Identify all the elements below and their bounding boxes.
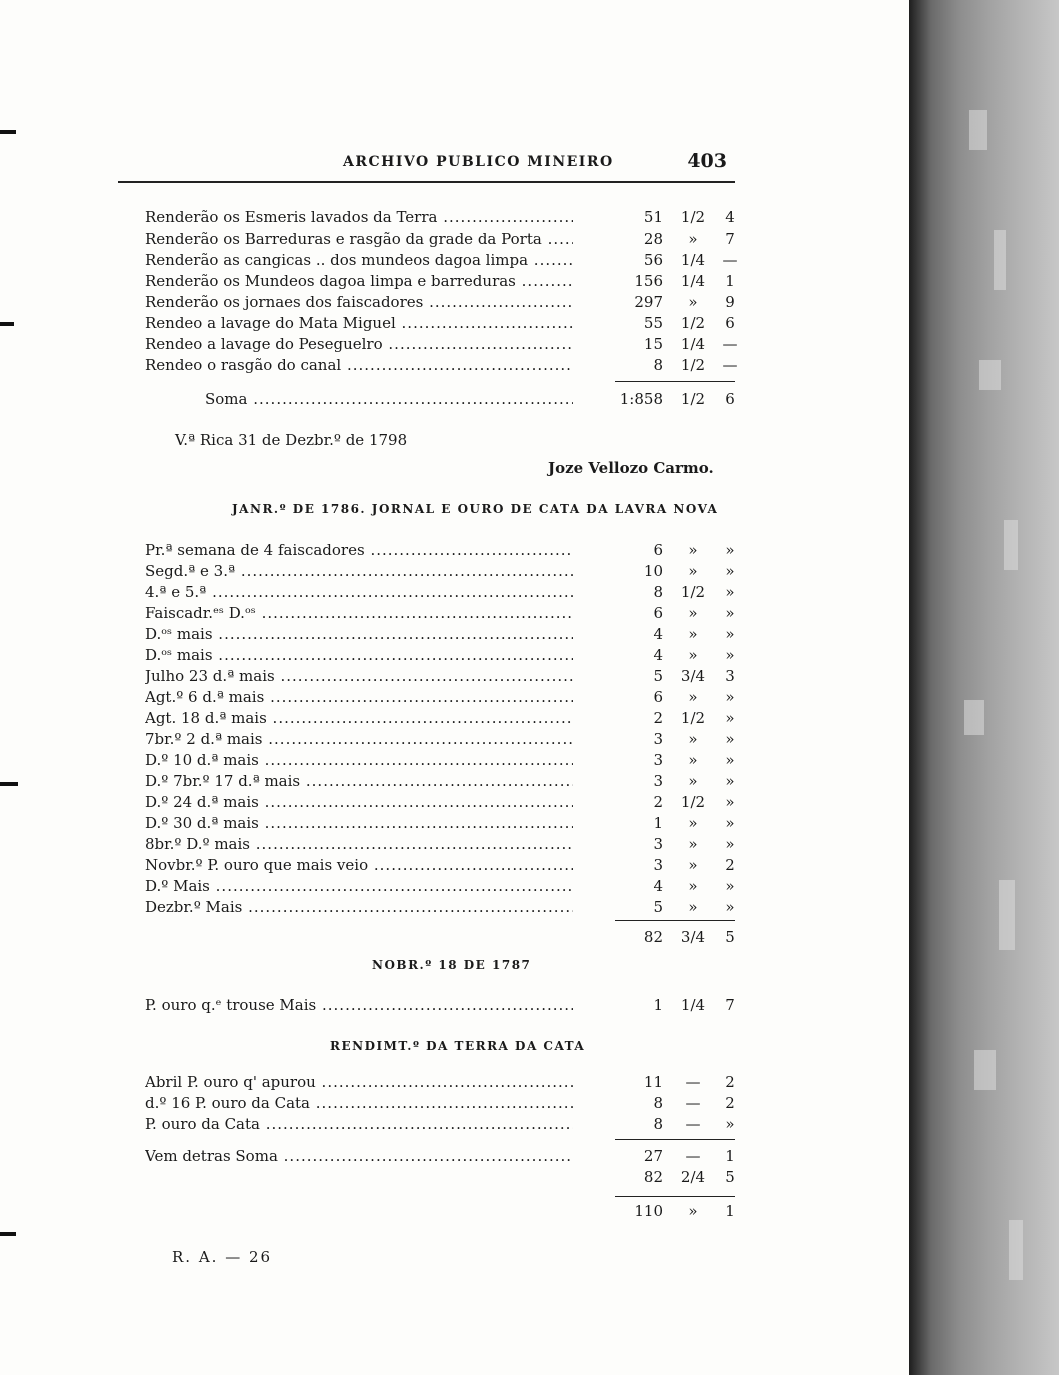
binding-mark [0,782,18,786]
row-value-3: » [725,877,735,895]
table-row [145,729,740,750]
row-value-3: 7 [725,996,735,1014]
row-label: D.ᵒˢ mais ..... [145,645,573,666]
final-total-row [145,1201,740,1222]
row-value-2: 3/4 [680,667,706,685]
row-value-1: 5 [653,898,663,916]
row-label: 4.ª e 5.ª ..... [145,582,573,603]
table-row [145,250,740,271]
table-row [145,1093,740,1114]
total-value-2: » [688,1202,698,1220]
row-value-3: 3 [725,667,735,685]
row-value-3: 4 [725,208,735,226]
signature: Joze Vellozo Carmo. [548,459,714,477]
row-label: D.º 24 d.ª mais ..... [145,792,573,813]
footer-signature-mark: R. A. — 26 [172,1248,273,1266]
row-value-3: » [725,814,735,832]
date-line: V.ª Rica 31 de Dezbr.º de 1798 [175,431,408,449]
row-value-2: » [688,751,698,769]
scan-page-edge [909,0,1059,1375]
total-value-3: 1 [725,1202,735,1220]
table-row [145,876,740,897]
row-label: Renderão os jornaes dos faiscadores ..... [145,292,573,313]
row-label: Faiscadr.ᵉˢ D.ᵒˢ ..... [145,603,573,624]
row-value-3: » [725,625,735,643]
row-value-1: 28 [643,230,663,248]
table-row [145,708,740,729]
row-label: 7br.º 2 d.ª mais ..... [145,729,573,750]
row-value-2: — [685,1073,701,1091]
row-value-2: 1/2 [680,583,706,601]
total-value-1: 110 [634,1202,663,1220]
row-value-2: » [688,730,698,748]
sum-rule [615,1196,735,1197]
row-label: D.º 30 d.ª mais ..... [145,813,573,834]
row-value-2: 1/2 [680,793,706,811]
row-value-3: » [725,772,735,790]
row-value-2: » [688,856,698,874]
row-value-3: — [722,356,738,374]
row-value-1: 6 [653,604,663,622]
row-value-2: » [688,646,698,664]
row-value-3: » [725,751,735,769]
row-label: P. ouro q.ᵉ trouse Mais ..... [145,995,573,1016]
row-value-2: 1/2 [680,314,706,332]
row-value-2: 2/4 [680,1168,706,1186]
row-value-2: » [688,877,698,895]
row-label: Rendeo o rasgão do canal ..... [145,355,573,376]
soma-row [205,389,740,410]
soma-value-2: 1/2 [680,390,706,408]
row-label: Novbr.º P. ouro que mais veio ..... [145,855,573,876]
row-label: Rendeo a lavage do Mata Miguel ..... [145,313,573,334]
total-value-3: 5 [725,928,735,946]
row-value-2: 1/4 [680,996,706,1014]
row-value-1: 3 [653,835,663,853]
row-value-1: 11 [643,1073,663,1091]
row-label: Vem detras Soma ..... [145,1146,573,1167]
row-value-2: » [688,541,698,559]
table-row [145,750,740,771]
row-label: Agt. 18 d.ª mais ..... [145,708,573,729]
row-value-3: » [725,541,735,559]
table-row [145,1072,740,1093]
row-label: Dezbr.º Mais ..... [145,897,573,918]
row-value-2: » [688,688,698,706]
row-value-2: 1/4 [680,272,706,290]
table-row [145,687,740,708]
row-value-2: — [685,1115,701,1133]
table-row [145,855,740,876]
row-value-3: 7 [725,230,735,248]
row-label: Pr.ª semana de 4 faiscadores ..... [145,540,573,561]
row-value-2: » [688,772,698,790]
row-value-3: 2 [725,856,735,874]
row-value-2: » [688,625,698,643]
table-row [145,229,740,250]
total-row [145,927,740,948]
table-row [145,561,740,582]
row-value-3: » [725,835,735,853]
row-value-1: 3 [653,772,663,790]
row-value-1: 1 [653,814,663,832]
row-label: Julho 23 d.ª mais ..... [145,666,573,687]
table-row [145,313,740,334]
section-heading: JANR.º DE 1786. JORNAL E OURO DE CATA DA LAVRA NOVA [232,502,719,516]
section-heading: RENDIMT.º DA TERRA DA CATA [330,1039,586,1053]
row-value-3: 6 [725,314,735,332]
header-rule [118,181,735,183]
table-row [145,624,740,645]
row-label: Renderão as cangicas .. dos mundeos dagoa limpa ..... [145,250,573,271]
sum-rule [615,381,735,382]
row-label: d.º 16 P. ouro da Cata ..... [145,1093,573,1114]
row-value-2: » [688,230,698,248]
vem-detras-row [145,1146,740,1167]
row-value-2: » [688,835,698,853]
row-value-1: 8 [653,356,663,374]
row-value-1: 3 [653,730,663,748]
row-value-3: » [725,730,735,748]
row-value-3: » [725,562,735,580]
row-value-2: — [685,1147,701,1165]
row-value-3: — [722,251,738,269]
row-value-1: 6 [653,688,663,706]
row-value-1: 82 [643,1168,663,1186]
table-row [145,334,740,355]
row-label: Renderão os Mundeos dagoa limpa e barreduras ..... [145,271,573,292]
row-value-2: 1/2 [680,356,706,374]
row-value-2: — [685,1094,701,1112]
table-row [145,897,740,918]
row-value-2: 1/2 [680,709,706,727]
table-row [145,292,740,313]
row-value-1: 3 [653,856,663,874]
row-label: Renderão os Esmeris lavados da Terra ..... [145,207,573,228]
row-value-1: 156 [634,272,663,290]
row-value-1: 27 [643,1147,663,1165]
row-value-2: » [688,814,698,832]
table-row [145,792,740,813]
row-value-1: 8 [653,1094,663,1112]
table-row [145,834,740,855]
carried-row [145,1167,740,1188]
table-row [145,645,740,666]
page-number: 403 [687,150,727,172]
sum-rule [615,920,735,921]
row-label: Renderão os Barreduras e rasgão da grade da Porta ..... [145,229,573,250]
row-label: Segd.ª e 3.ª ..... [145,561,573,582]
row-value-2: » [688,293,698,311]
row-value-1: 1 [653,996,663,1014]
total-value-2: 3/4 [680,928,706,946]
row-value-2: » [688,562,698,580]
running-title: ARCHIVO PUBLICO MINEIRO [343,154,614,170]
row-value-3: 2 [725,1094,735,1112]
row-label: D.ᵒˢ mais ..... [145,624,573,645]
row-value-3: » [725,898,735,916]
row-label: Rendeo a lavage do Peseguelro ..... [145,334,573,355]
row-label: Agt.º 6 d.ª mais ..... [145,687,573,708]
row-value-3: » [725,1115,735,1133]
binding-mark [0,322,14,326]
row-value-3: 1 [725,272,735,290]
row-value-1: 4 [653,625,663,643]
row-label: D.º 10 d.ª mais ..... [145,750,573,771]
row-value-1: 4 [653,646,663,664]
row-value-3: » [725,604,735,622]
row-value-1: 3 [653,751,663,769]
row-value-1: 297 [634,293,663,311]
table-row [145,207,740,228]
row-value-1: 5 [653,667,663,685]
row-value-1: 2 [653,709,663,727]
row-value-1: 15 [643,335,663,353]
row-value-3: » [725,688,735,706]
table-row [145,995,740,1016]
row-value-1: 51 [643,208,663,226]
row-label: D.º 7br.º 17 d.ª mais ..... [145,771,573,792]
row-value-3: — [722,335,738,353]
row-value-3: 5 [725,1168,735,1186]
row-value-1: 56 [643,251,663,269]
table-row [145,582,740,603]
row-value-3: » [725,646,735,664]
soma-value-3: 6 [725,390,735,408]
row-value-2: 1/2 [680,208,706,226]
section-heading: NOBR.º 18 DE 1787 [372,958,532,972]
sum-rule [615,1139,735,1140]
table-row [145,813,740,834]
soma-label: Soma ..... [205,389,573,410]
row-value-3: 9 [725,293,735,311]
table-row [145,603,740,624]
row-value-1: 10 [643,562,663,580]
row-value-3: » [725,793,735,811]
row-value-3: 2 [725,1073,735,1091]
table-row [145,540,740,561]
row-value-2: 1/4 [680,251,706,269]
table-row [145,355,740,376]
soma-value-1: 1:858 [619,390,663,408]
row-value-1: 8 [653,1115,663,1133]
row-label: D.º Mais ..... [145,876,573,897]
row-value-1: 6 [653,541,663,559]
row-label: P. ouro da Cata ..... [145,1114,573,1135]
row-value-1: 8 [653,583,663,601]
table-row [145,1114,740,1135]
total-value-1: 82 [643,928,663,946]
row-label: Abril P. ouro q' apurou ..... [145,1072,573,1093]
row-value-1: 2 [653,793,663,811]
binding-mark [0,130,16,134]
row-value-3: » [725,583,735,601]
row-label: 8br.º D.º mais ..... [145,834,573,855]
row-value-2: 1/4 [680,335,706,353]
row-value-3: » [725,709,735,727]
row-value-2: » [688,604,698,622]
row-value-1: 55 [643,314,663,332]
table-row [145,666,740,687]
row-value-2: » [688,898,698,916]
row-value-1: 4 [653,877,663,895]
binding-mark [0,1232,16,1236]
table-row [145,271,740,292]
row-value-3: 1 [725,1147,735,1165]
table-row [145,771,740,792]
